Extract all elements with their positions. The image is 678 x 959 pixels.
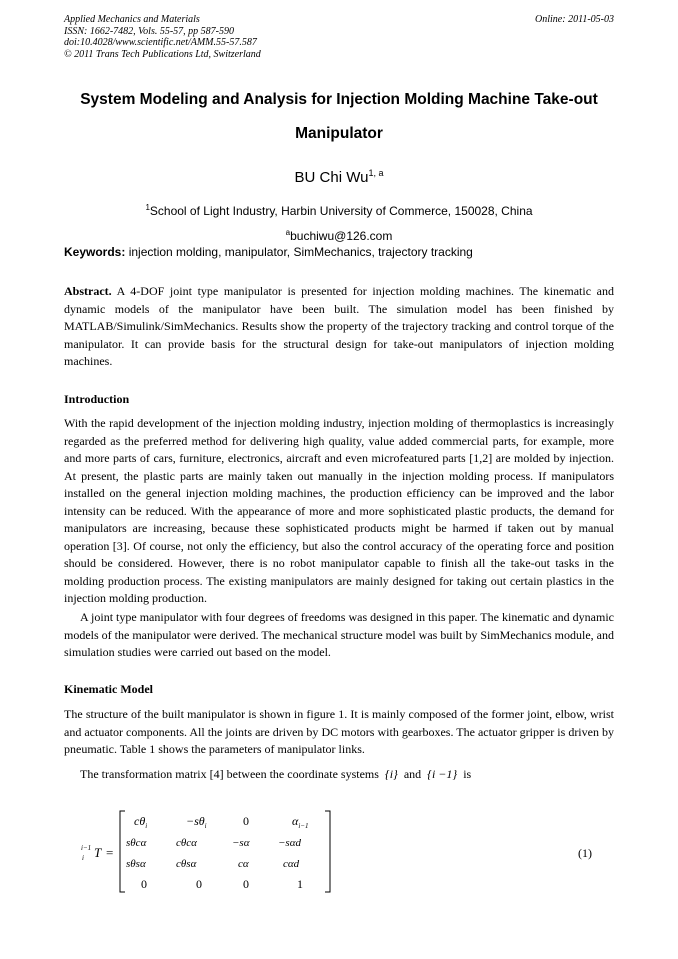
cell-2-1: sθcα	[126, 837, 147, 849]
cell-1-3: 0	[243, 814, 249, 828]
cell-2-4: −sαd	[278, 837, 301, 849]
author-email	[0, 228, 678, 243]
copyright-line: © 2011 Trans Tech Publications Ltd, Switzerland	[64, 48, 261, 60]
doi-line: doi:10.4028/www.scientific.net/AMM.55-57.587	[64, 37, 257, 48]
kinematic-paragraph-2: The transformation matrix [4] between the coordinate systems {i} and {i −1} is	[80, 767, 472, 781]
coordinate-set-i-minus-1: {i −1}	[427, 767, 458, 781]
right-bracket	[325, 811, 330, 892]
cell-1-2: $-s\theta_i$	[186, 814, 207, 830]
email-mark: a	[285, 228, 291, 237]
keywords-label: Keywords:	[64, 245, 126, 259]
author-name: BU Chi Wu	[294, 169, 369, 186]
introduction-paragraph-2: A joint type manipulator with four degrees of freedoms was designed in this paper. The kinematic and dynamic models of the manipulator were derived. The mechanical structure model was built by SimMechanics module, and simulation studies were carried out based on the model.	[64, 610, 614, 659]
abstract-text: A 4-DOF joint type manipulator is presented for injection molding machines. The kinematic and dynamic models of the manipulator have been built. The simulation model has been finished by MATLAB/Simulink/SimMechanics. Results show the property of the trajectory tracking and control torque of the manipulator. It can provide basis for the structural design for take-out manipulators of injection molding machines.	[64, 284, 614, 368]
email-text: buchiwu@126.com	[290, 229, 393, 243]
cell-1-1: $c\theta_i$	[134, 814, 148, 830]
matrix-row-2	[126, 837, 301, 849]
cell-4-4: 1	[297, 877, 303, 891]
affiliation	[0, 203, 678, 218]
equation-number: (1)	[578, 846, 592, 860]
matrix-svg	[78, 808, 618, 898]
cell-3-2: cθsα	[176, 858, 197, 870]
cell-2-3: −sα	[232, 837, 250, 849]
keywords-text: injection molding, manipulator, SimMechanics, trajectory tracking	[125, 245, 473, 259]
introduction-heading: Introduction	[64, 392, 130, 406]
matrix-row-3	[126, 858, 300, 870]
author	[0, 168, 678, 186]
paper-title-line-1: System Modeling and Analysis for Injection Molding Machine Take-out	[80, 91, 598, 108]
lhs-subscript: i	[82, 854, 84, 862]
transformation-matrix-equation	[78, 808, 618, 898]
online-date: Online: 2011-05-03	[535, 14, 614, 25]
affiliation-mark: 1	[145, 203, 150, 212]
cell-3-1: sθsα	[126, 858, 146, 870]
cell-3-4: cαd	[283, 858, 300, 870]
matrix-row-4	[141, 877, 303, 891]
lhs-equals: =	[106, 845, 114, 860]
cell-4-1: 0	[141, 877, 147, 891]
kinematic-paragraph-1: The structure of the built manipulator is shown in figure 1. It is mainly composed of the former joint, elbow, wrist and actuator components. All the joints are driven by DC motors with gearboxes. The actuator gripper is driven by pneumatic. Table 1 shows the parameters of manipulator links.	[64, 707, 614, 756]
keywords	[64, 245, 473, 259]
lhs-T: T	[94, 845, 102, 860]
abstract	[64, 283, 614, 371]
kinematic-heading: Kinematic Model	[64, 682, 153, 696]
journal-name: Applied Mechanics and Materials	[64, 14, 200, 25]
coordinate-set-i: {i}	[384, 767, 398, 781]
cell-4-3: 0	[243, 877, 249, 891]
introduction-paragraph-1: With the rapid development of the injection molding industry, injection molding of thermoplastics is increasingly regarded as the preferred method for delivering high quality, value added commercial parts, for example, more and more parts of cars, furniture, electronics, aircraft and even microfeatured parts [1,2] are molded by injection. At present, the plastic parts are mainly taken out manually in the injection molding process. If manipulators installed on the general injection molding machines, the production efficiency can be improved and the labor intensity can be reduced. With the appearance of more and more sophisticated plastic products, the demand for manipulators are increasing, because these sophisticated products might be harmed if taken out by manual operation [3]. Of course, not only the efficiency, but also the control accuracy of the operating force and position should be considered. However, there is no robot manipulator capable to finish all the take-out tasks in the molding production process. The existing manipulators are mainly designed for taking out certain plastics in the injection molding production.	[64, 416, 614, 605]
cell-2-2: cθcα	[176, 837, 197, 849]
abstract-label: Abstract.	[64, 284, 112, 298]
paper-title-line-2: Manipulator	[295, 125, 383, 142]
matrix-row-1	[134, 814, 308, 830]
journal-header	[64, 14, 261, 60]
cell-1-4: $\alpha_{i-1}$	[292, 814, 309, 830]
issn-line: ISSN: 1662-7482, Vols. 55-57, pp 587-590	[64, 25, 234, 37]
cell-4-2: 0	[196, 877, 202, 891]
left-bracket	[120, 811, 125, 892]
affiliation-text: School of Light Industry, Harbin University of Commerce, 150028, China	[149, 204, 533, 218]
cell-3-3: cα	[238, 858, 249, 870]
author-mark: 1, a	[368, 168, 384, 178]
lhs-superscript: i−1	[81, 844, 92, 852]
